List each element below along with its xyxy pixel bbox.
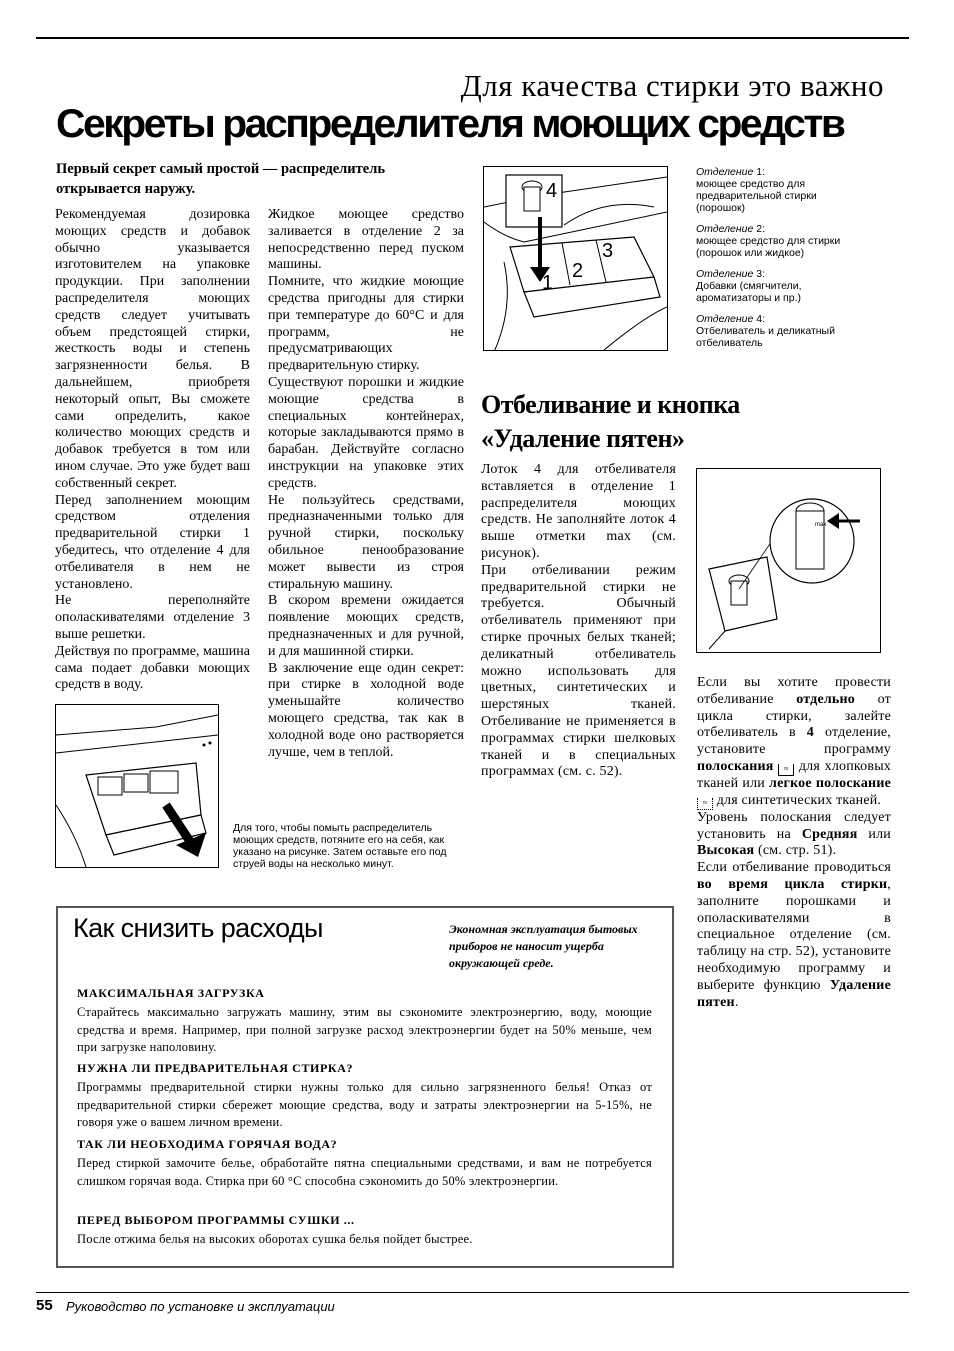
bleach-container-figure xyxy=(696,468,881,653)
rinse-icon: ≈ xyxy=(778,764,794,776)
col1-paragraph: Действуя по программе, машина сама подает добавки моющих средств в воду. xyxy=(55,643,250,693)
right-paragraph: Уровень полоскания следует установить на Средняя или Высокая (см. стр. 51). xyxy=(697,809,891,859)
bottom-rule xyxy=(36,1292,909,1293)
text-column-2 xyxy=(268,207,464,761)
right-paragraph: Если вы хотите провести отбеливание отдельно от цикла стирки, залейте отбеливатель в 4 отделение, установите программу полоскания ≈ для хлопковых тканей или легкое полоскание ≈ для синтетических тканей. xyxy=(697,675,892,808)
col1-paragraph: Перед заполнением моющим средством отделения предварительной стирки 1 убедитесь, что отделение 4 для отбеливателя в нем не установлено. xyxy=(55,492,250,592)
savings-title: Как снизить расходы xyxy=(73,913,323,943)
compartment-caption: Отделение 2: моющее средство для стирки (порошок или жидкое) xyxy=(696,223,841,259)
savings-note: Экономная эксплуатация бытовых приборов не наносит ущерба окружающей среде. xyxy=(449,922,638,970)
compartment-caption: Отделение 1: моющее средство для предварительной стирки (порошок) xyxy=(696,166,817,214)
savings-section-text: Программы предварительной стирки нужны только для сильно загрязненного белья! Отказ от предварительной стирки сбережет моющие средства, воду и затраты электроэнергии на 5-15%, не говоря уже о вашем личном времени. xyxy=(77,1079,652,1130)
intro-lead: Первый секрет самый простой — распределитель открывается наружу. xyxy=(56,161,386,197)
bleach-paragraph: При отбеливании режим предварительной стирки не требуется. Обычный отбеливатель применяют при стирке прочных белых тканей; деликатный отбеливатель можно использовать для цветных, синтетических и шерстяных тканей. Отбеливание не применяется в программах стирки шелковых тканей и в специальных программах (см. с. 52). xyxy=(481,562,676,780)
dispenser-compartments-figure xyxy=(483,166,668,351)
light-rinse-icon: ≈ xyxy=(697,798,713,810)
col2-paragraph: Жидкое моющее средство заливается в отделение 2 за непосредственно перед пуском машины. xyxy=(268,207,464,273)
dispenser-removal-figure xyxy=(55,704,219,868)
bleach-heading: Отбеливание и кнопка «Удаление пятен» xyxy=(481,390,740,453)
savings-section-text: Перед стиркой замочите белье, обработайте пятна специальными средствами, и вам не потребуется слишком горячая вода. Стирка при 60 °С способна сэкономить до 50% электроэнергии. xyxy=(77,1155,652,1188)
col1-paragraph: Рекомендуемая дозировка моющих средств и добавок обычно указывается изготовителем на упаковке продукции. При заполнении распределителя моющих средств следует учитывать объем предстоящей стирки, жесткость воды и степень загрязненности белья. В дальнейшем, приобретя некоторый опыт, Вы сможете сами определить, какое количество моющих средств и добавок требуется в том или ином случае. Это уже будет ваш собственный секрет. xyxy=(55,207,250,491)
compartment-legend xyxy=(696,166,866,358)
bleach-text xyxy=(481,462,676,781)
col2-paragraph: Не пользуйтесь средствами, предназначенными только для ручной стирки, поскольку обильное пенообразование может вывести из строя стиральную машину. xyxy=(268,492,464,592)
savings-section xyxy=(77,1136,652,1190)
savings-section xyxy=(77,1060,652,1132)
col2-paragraph: Существуют порошки и жидкие моющие средства в специальных контейнерах, которые закладываются прямо в барабан. Действуйте согласно инструкции на упаковке этих средств. xyxy=(268,374,464,491)
col2-paragraph: В заключение еще один секрет: при стирке в холодной воде уменьшайте количество моющего средства, так как в холодной воде оно растворяется лучше, чем в теплой. xyxy=(268,660,464,760)
col1-paragraph: Не переполняйте ополаскивателями отделение 3 выше решетки. xyxy=(55,593,250,642)
bleach-container-drawing xyxy=(697,469,880,652)
bleach-paragraph: Лоток 4 для отбеливателя вставляется в отделение 1 распределителя моющих средств. Не заполняйте лоток 4 выше отметки max (см. рисунок). xyxy=(481,462,676,561)
max-label: max xyxy=(815,522,827,528)
compartment-number: 4 xyxy=(546,180,558,202)
top-rule xyxy=(36,37,909,39)
page-subtitle: Для качества стирки это важно xyxy=(460,68,884,103)
footer-text: Руководство по установке и эксплуатации xyxy=(66,1299,335,1314)
dispenser-removal-drawing xyxy=(56,705,218,867)
savings-section-heading: ТАК ЛИ НЕОБХОДИМА ГОРЯЧАЯ ВОДА? xyxy=(77,1137,338,1151)
col2-paragraph: Помните, что жидкие моющие средства пригодны для стирки при температуре до 60°С и для программ, не предусматривающих предварительную стирку. xyxy=(268,274,464,374)
compartment-number: 3 xyxy=(602,240,614,262)
savings-section-heading: НУЖНА ЛИ ПРЕДВАРИТЕЛЬНАЯ СТИРКА? xyxy=(77,1061,354,1075)
savings-section-heading: МАКСИМАЛЬНАЯ ЗАГРУЗКА xyxy=(77,986,265,1000)
compartment-number: 1 xyxy=(542,272,554,294)
right-column-text xyxy=(697,675,891,1011)
compartment-caption: Отделение 4: Отбеливатель и деликатный отбеливатель xyxy=(696,313,835,349)
compartment-caption: Отделение 3: Добавки (смягчители, ароматизаторы и пр.) xyxy=(696,268,802,304)
page-number: 55 xyxy=(36,1297,53,1314)
text-column-1 xyxy=(55,207,250,694)
page-title: Секреты распределителя моющих средств xyxy=(56,102,844,146)
col2-paragraph: В скором времени ожидается появление моющих средств, предназначенных и для ручной, и для машинной стирки. xyxy=(268,593,464,659)
savings-section-text: После отжима белья на высоких оборотах сушка белья пойдет быстрее. xyxy=(77,1231,473,1246)
dispenser-drawing xyxy=(484,167,667,350)
savings-section-text: Старайтесь максимально загружать машину, этим вы сэкономите электроэнергию, воду, моющие средства и время. Например, при полной загрузке расход электроэнергии будет на 50% меньше, чем при загрузке наполовину. xyxy=(77,1004,652,1055)
compartment-number: 2 xyxy=(572,260,584,282)
removal-caption: Для того, чтобы помыть распределитель моющих средств, потяните его на себя, как указано на рисунке. Затем оставьте его под струей воды на несколько минут. xyxy=(233,822,447,870)
savings-section xyxy=(77,1212,652,1249)
savings-section xyxy=(77,985,652,1057)
right-paragraph: Если отбеливание проводиться во время цикла стирки, заполните порошками и ополаскивателями в специальное отделение (см. таблицу на стр. 52), установите необходимую программу и выберите функцию Удаление пятен. xyxy=(697,860,891,1010)
savings-section-heading: ПЕРЕД ВЫБОРОМ ПРОГРАММЫ СУШКИ ... xyxy=(77,1213,355,1227)
